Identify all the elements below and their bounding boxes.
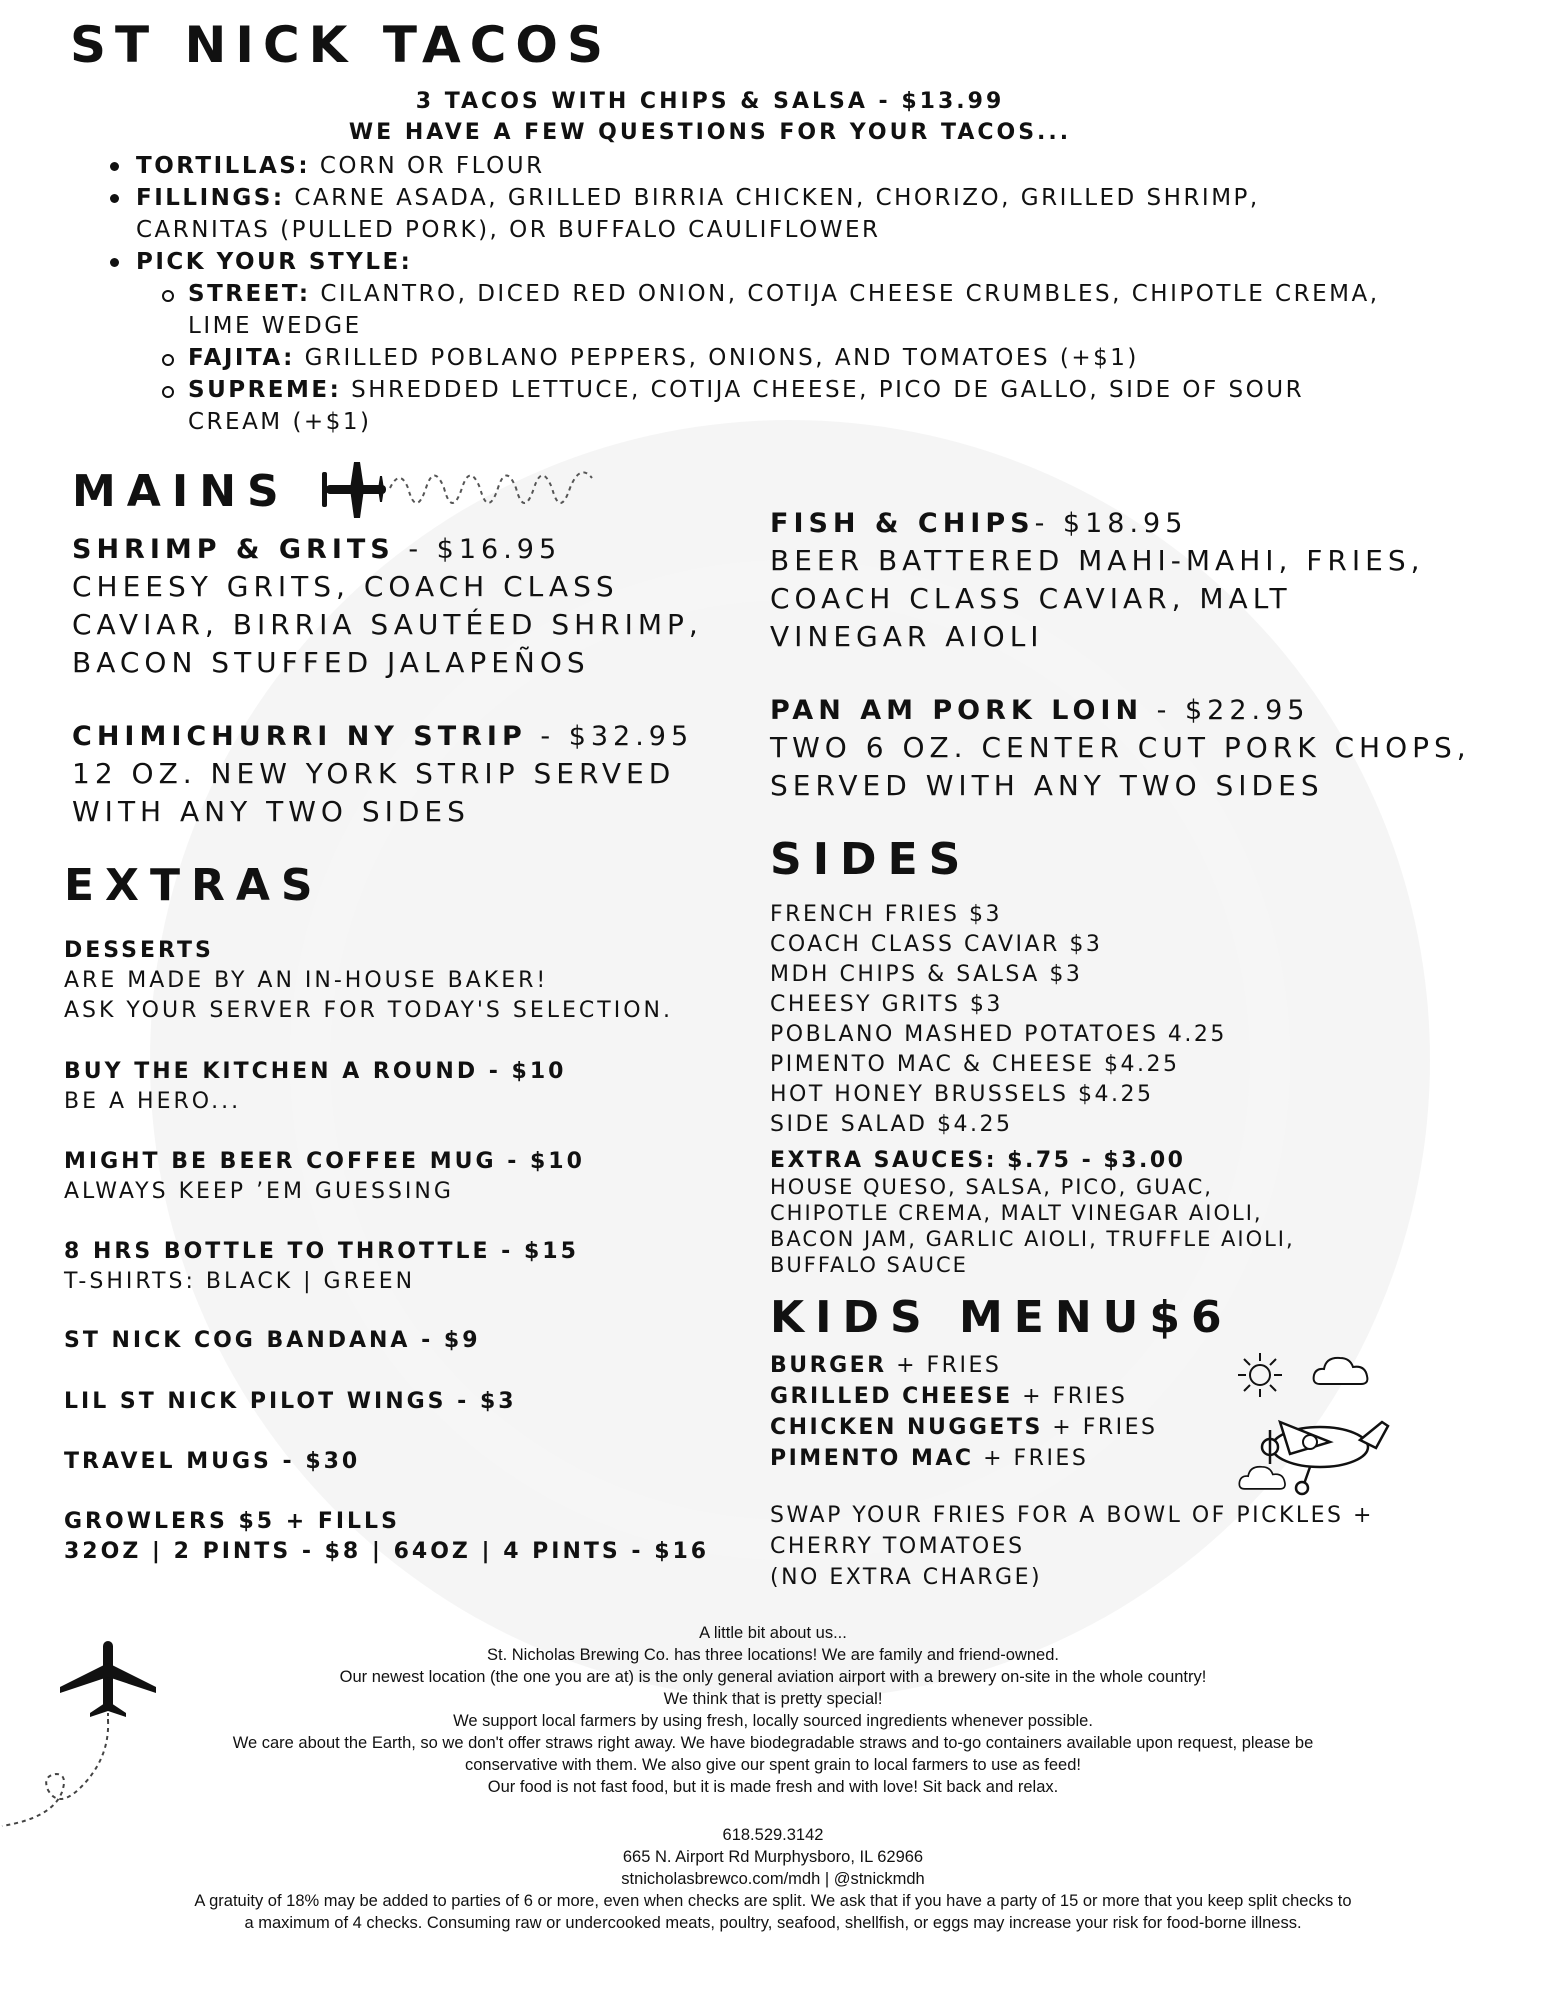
cloud-icon [1310,1350,1380,1390]
tortillas-text: CORN OR FLOUR [319,153,545,179]
tortillas-label: TORTILLAS: [136,153,311,179]
about-line: We support local farmers by using fresh, locally sourced ingredients whenever possible. [453,1712,1093,1730]
fillings-text: CARNE ASADA, GRILLED BIRRIA CHICKEN, CHORIZO, GRILLED SHRIMP, [294,185,1260,211]
street-text: CILANTRO, DICED RED ONION, COTIJA CHEESE CRUMBLES, CHIPOTLE CREMA, [320,281,1380,307]
kids-item-rest: + FRIES [1042,1415,1158,1440]
pork-loin-desc-1: TWO 6 OZ. CENTER CUT PORK CHOPS, [770,731,1471,764]
street-line [188,278,1380,310]
tacos-deal: 3 TACOS WITH CHIPS & SALSA - $13.99 [415,89,1005,114]
side-item: FRENCH FRIES $3 [770,902,1002,927]
street-label: STREET: [188,281,311,307]
bullet-icon [110,194,119,203]
about-line: Our newest location (the one you are at) is the only general aviation airport with a brewery on-site in the whole country! [339,1668,1207,1686]
sauce-line: BUFFALO SAUCE [770,1253,968,1277]
fajita-text: GRILLED POBLANO PEPPERS, ONIONS, AND TOMATOES (+$1) [304,345,1139,371]
sauce-line: HOUSE QUESO, SALSA, PICO, GUAC, [770,1175,1213,1199]
growlers-name: GROWLERS $5 + FILLS [64,1509,400,1534]
kids-item-rest: + FRIES [886,1353,1002,1378]
coffee-mug-name: MIGHT BE BEER COFFEE MUG - $10 [64,1149,585,1174]
ny-strip-price: - $32.95 [526,721,694,752]
side-item: MDH CHIPS & SALSA $3 [770,962,1083,987]
about-line: We care about the Earth, so we don't offer straws right away. We have biodegradable straws and to-go containers available upon request, please be [232,1734,1314,1752]
pork-loin-name: PAN AM PORK LOIN [770,695,1144,726]
side-item: SIDE SALAD $4.25 [770,1112,1013,1137]
fish-chips-desc-1: BEER BATTERED MAHI-MAHI, FRIES, [770,544,1425,577]
extras-heading: EXTRAS [64,860,324,911]
t-shirt-name: 8 HRS BOTTLE TO THROTTLE - $15 [64,1239,579,1264]
about-line: St. Nicholas Brewing Co. has three locations! We are family and friend-owned. [487,1646,1059,1664]
supreme-text: SHREDDED LETTUCE, COTIJA CHEESE, PICO DE GALLO, SIDE OF SOUR [351,377,1305,403]
style-label: PICK YOUR STYLE: [136,249,413,275]
coffee-mug-desc: ALWAYS KEEP ’EM GUESSING [64,1179,454,1204]
street-line-2: LIME WEDGE [188,313,362,339]
ny-strip-desc-1: 12 OZ. NEW YORK STRIP SERVED [72,757,676,790]
sub-bullet-icon [162,290,174,302]
kids-menu-heading: KIDS MENU$6 [770,1292,1233,1343]
fillings-line-2: CARNITAS (PULLED PORK), OR BUFFALO CAULIFLOWER [136,217,881,243]
bullet-icon [110,258,119,267]
kids-item [770,1412,1158,1443]
address: 665 N. Airport Rd Murphysboro, IL 62966 [622,1848,924,1866]
tacos-questions: WE HAVE A FEW QUESTIONS FOR YOUR TACOS... [348,120,1072,145]
mains-heading: MAINS [72,466,290,517]
sauce-line: CHIPOTLE CREMA, MALT VINEGAR AIOLI, [770,1201,1263,1225]
kids-item [770,1350,1001,1381]
fillings-label: FILLINGS: [136,185,285,211]
fillings-line [136,182,1260,214]
sides-heading: SIDES [770,834,972,885]
kids-item-rest: + FRIES [1012,1384,1128,1409]
shrimp-grits-title [72,531,561,569]
shrimp-grits-name: SHRIMP & GRITS [72,534,395,565]
fajita-line [188,342,1139,374]
page-title: ST NICK TACOS [70,16,612,74]
kids-item-name: CHICKEN NUGGETS [770,1415,1043,1440]
pork-loin-title [770,692,1309,730]
style-line [136,246,412,278]
shrimp-grits-desc-1: CHEESY GRITS, COACH CLASS [72,570,619,603]
sub-bullet-icon [162,386,174,398]
kids-item-name: GRILLED CHEESE [770,1384,1013,1409]
swap-fries-line-2: CHERRY TOMATOES [770,1534,1025,1559]
fish-chips-name: FISH & CHIPS [770,508,1035,539]
desserts-name: DESSERTS [64,938,214,963]
sub-bullet-icon [162,354,174,366]
about-line: We think that is pretty special! [663,1690,883,1708]
side-item: POBLANO MASHED POTATOES 4.25 [770,1022,1227,1047]
bullet-icon [110,162,119,171]
fish-chips-title [770,505,1187,543]
travel-mugs-name: TRAVEL MUGS - $30 [64,1449,361,1474]
about-line: Our food is not fast food, but it is made fresh and with love! Sit back and relax. [487,1778,1059,1796]
disclaimer-line: A gratuity of 18% may be added to parties of 6 or more, even when checks are split. We ask that if you have a party of 15 or more that you keep split checks to [194,1892,1352,1910]
shrimp-grits-price: - $16.95 [394,534,562,565]
phone-number: 618.529.3142 [722,1826,824,1844]
kids-item [770,1443,1088,1474]
kids-item [770,1381,1127,1412]
sauce-line: BACON JAM, GARLIC AIOLI, TRUFFLE AIOLI, [770,1227,1295,1251]
side-item: COACH CLASS CAVIAR $3 [770,932,1103,957]
kids-item-name: BURGER [770,1353,887,1378]
kitchen-round-name: BUY THE KITCHEN A ROUND - $10 [64,1059,567,1084]
airplane-icon [320,458,650,538]
fajita-label: FAJITA: [188,345,295,371]
bandana-name: ST NICK COG BANDANA - $9 [64,1328,481,1353]
cloud-icon [1236,1460,1296,1494]
fish-chips-desc-2: COACH CLASS CAVIAR, MALT [770,582,1292,615]
about-line: conservative with them. We also give our spent grain to local farmers to use as feed! [465,1756,1081,1774]
shrimp-grits-desc-3: BACON STUFFED JALAPEÑOS [72,646,590,679]
ny-strip-desc-2: WITH ANY TWO SIDES [72,795,470,828]
growler-fills: 32OZ | 2 PINTS - $8 | 64OZ | 4 PINTS - $16 [64,1539,710,1564]
supreme-line [188,374,1304,406]
kids-item-name: PIMENTO MAC [770,1446,974,1471]
fish-chips-price: - $18.95 [1034,508,1188,539]
pilot-wings-name: LIL ST NICK PILOT WINGS - $3 [64,1389,517,1414]
shrimp-grits-desc-2: CAVIAR, BIRRIA SAUTÉED SHRIMP, [72,608,703,641]
supreme-line-2: CREAM (+$1) [188,409,372,435]
website-link[interactable]: stnicholasbrewco.com/mdh | @stnickmdh [621,1870,925,1888]
about-heading: A little bit about us... [699,1624,847,1642]
side-item: PIMENTO MAC & CHEESE $4.25 [770,1052,1180,1077]
kitchen-round-desc: BE A HERO... [64,1089,242,1114]
pork-loin-price: - $22.95 [1143,695,1310,726]
swap-fries-line-1: SWAP YOUR FRIES FOR A BOWL OF PICKLES + [770,1503,1374,1528]
desserts-desc-1: ARE MADE BY AN IN-HOUSE BAKER! [64,968,549,993]
ny-strip-name: CHIMICHURRI NY STRIP [72,721,527,752]
kids-item-rest: + FRIES [973,1446,1089,1471]
extra-sauces-label: EXTRA SAUCES: $.75 - $3.00 [770,1148,1186,1173]
side-item: CHEESY GRITS $3 [770,992,1003,1017]
side-item: HOT HONEY BRUSSELS $4.25 [770,1082,1154,1107]
tortillas-line [136,150,545,182]
t-shirt-desc: T-SHIRTS: BLACK | GREEN [64,1269,416,1294]
supreme-label: SUPREME: [188,377,342,403]
fish-chips-desc-3: VINEGAR AIOLI [770,620,1044,653]
ny-strip-title [72,718,693,756]
swap-fries-line-3: (NO EXTRA CHARGE) [770,1565,1043,1590]
desserts-desc-2: ASK YOUR SERVER FOR TODAY'S SELECTION. [64,998,673,1023]
disclaimer-line: a maximum of 4 checks. Consuming raw or undercooked meats, poultry, seafood, shellfish, or eggs may increase your risk for food-borne illness. [244,1914,1302,1932]
pork-loin-desc-2: SERVED WITH ANY TWO SIDES [770,769,1324,802]
